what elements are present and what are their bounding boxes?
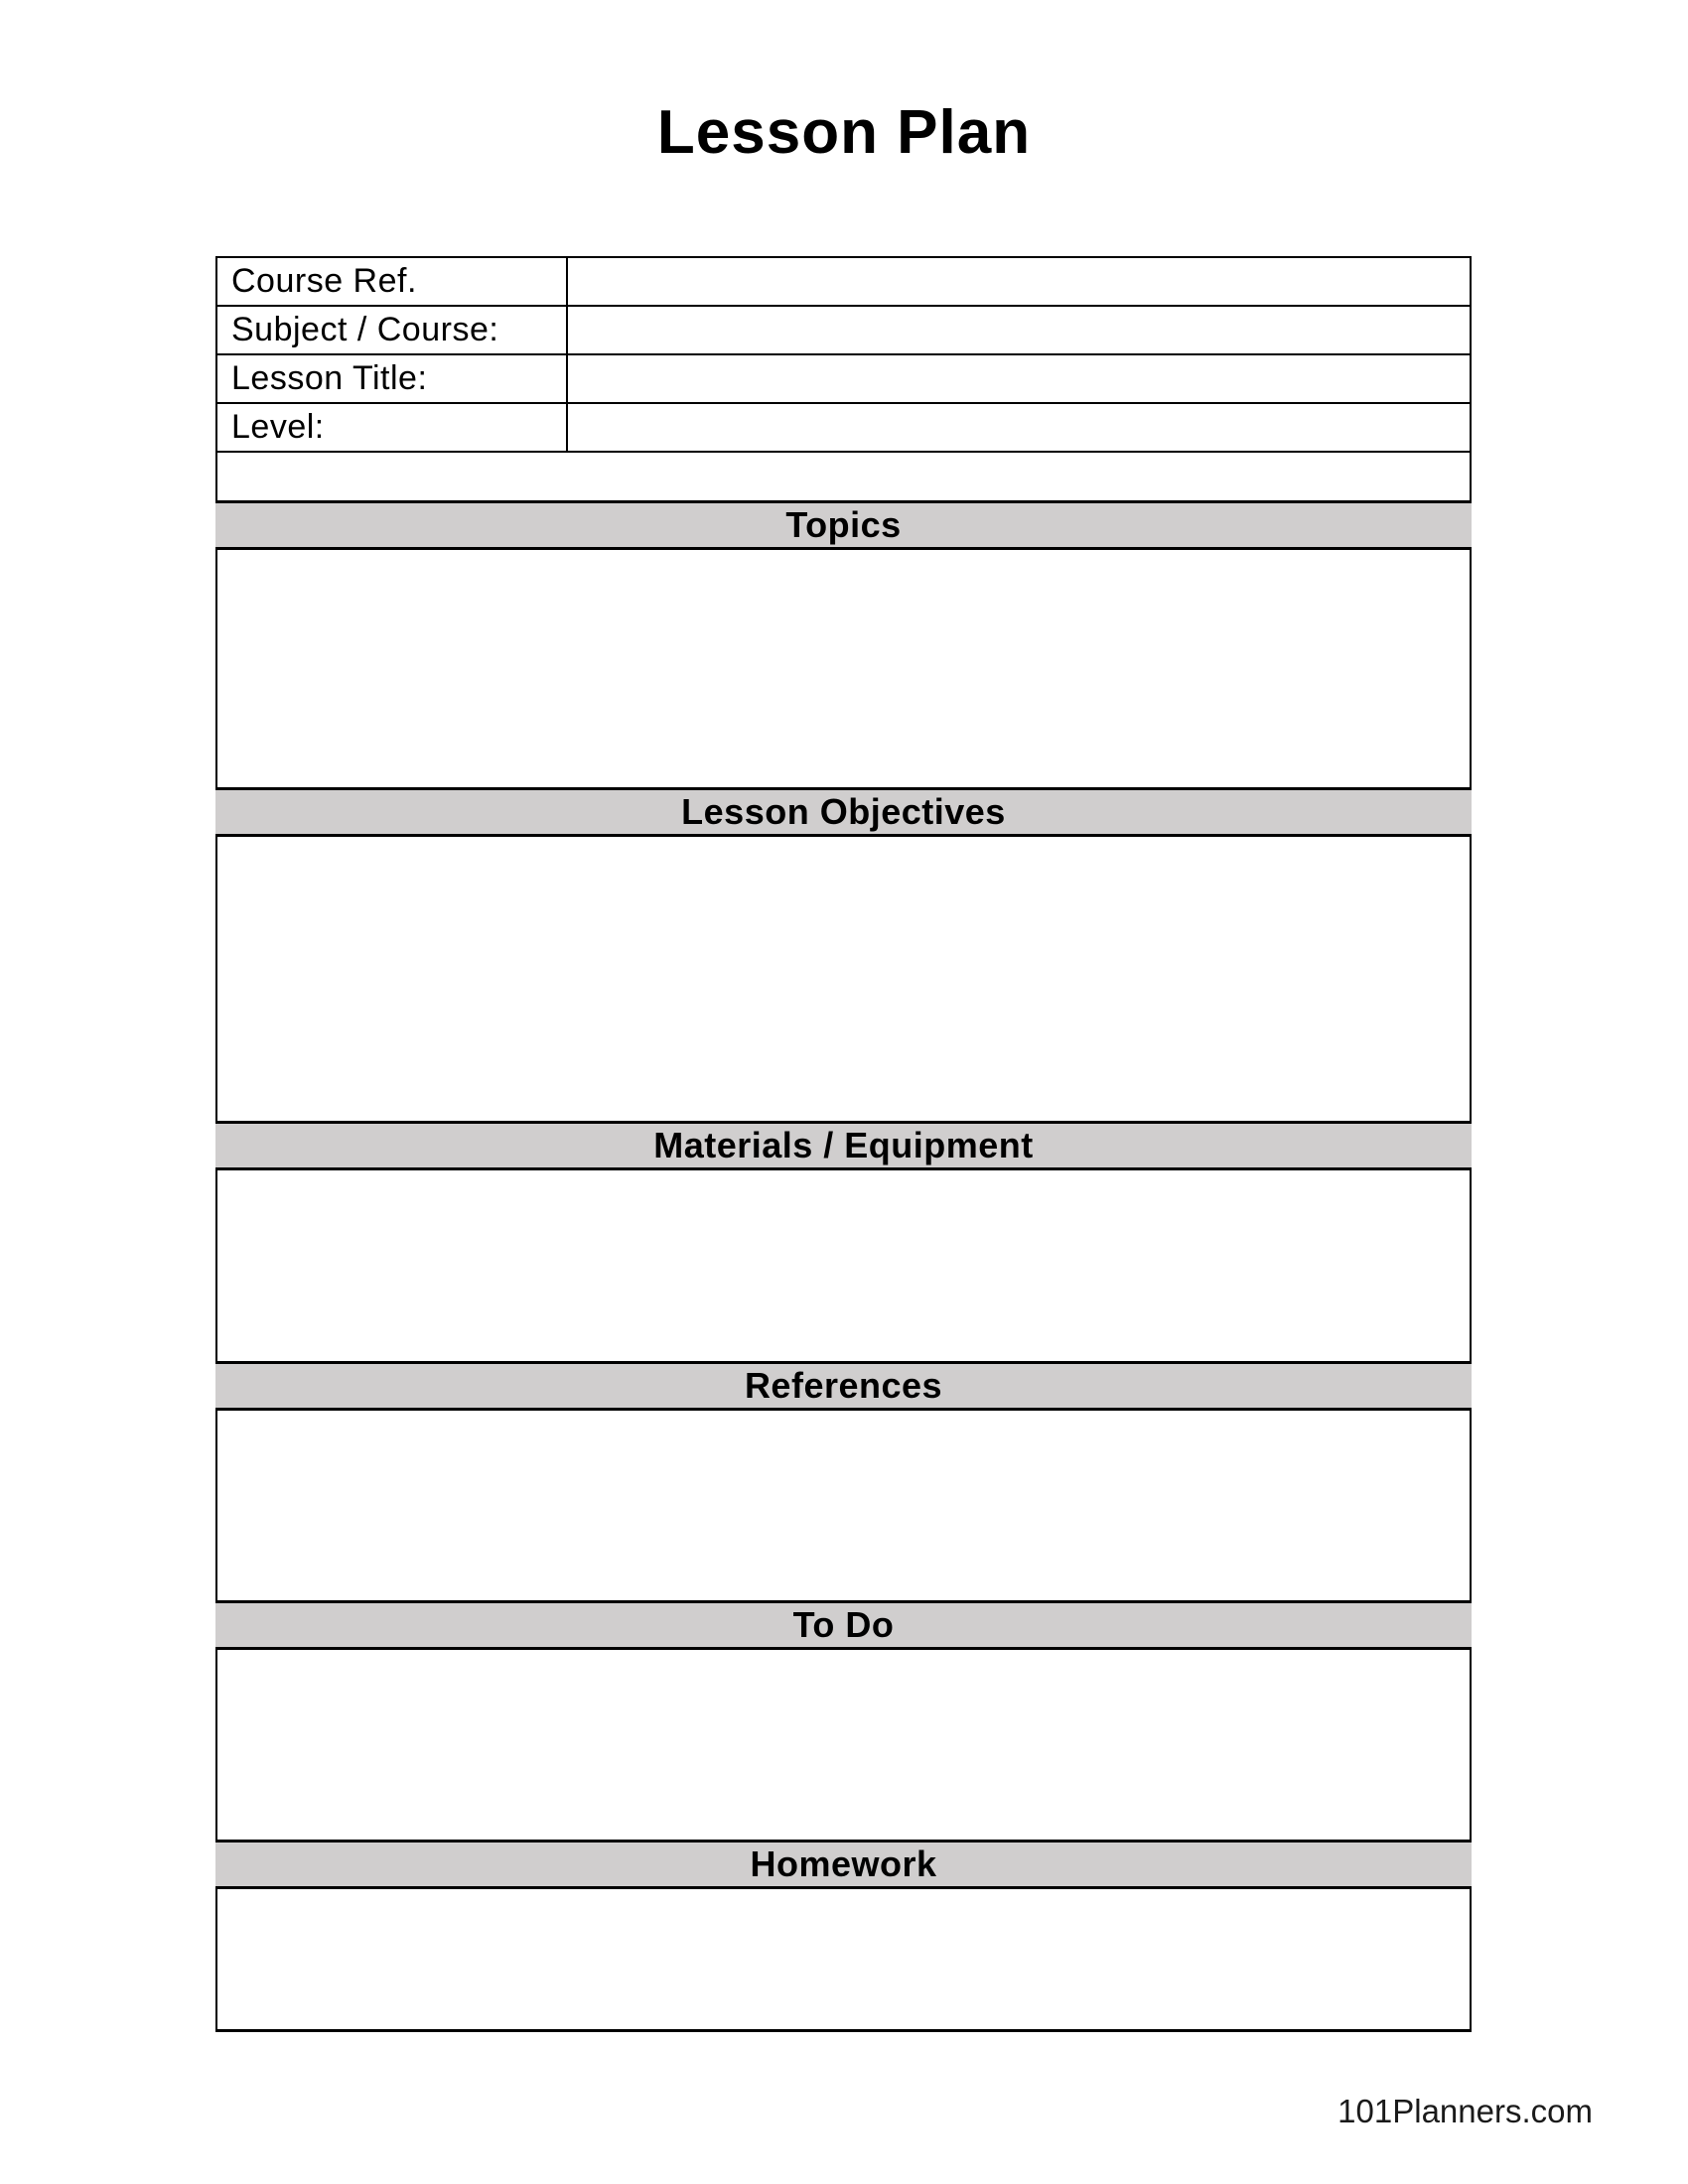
section-header-topics: Topics [215, 500, 1472, 550]
info-table [215, 256, 1472, 453]
info-row-subject-course [217, 307, 1470, 355]
course-ref-field[interactable] [568, 258, 1470, 305]
section-header-to-do: To Do [215, 1600, 1472, 1650]
section-header-homework: Homework [215, 1840, 1472, 1889]
site-credit: 101Planners.com [1337, 2093, 1593, 2129]
subject-course-label: Subject / Course: [217, 307, 568, 353]
topics-content-area[interactable] [215, 550, 1472, 787]
level-field[interactable] [568, 404, 1470, 451]
section-header-lesson-objectives: Lesson Objectives [215, 787, 1472, 837]
lesson-plan-sheet [215, 256, 1472, 2032]
lesson-title-label: Lesson Title: [217, 355, 568, 402]
references-content-area[interactable] [215, 1411, 1472, 1600]
lesson-objectives-content-area[interactable] [215, 837, 1472, 1121]
info-row-course-ref [217, 258, 1470, 307]
section-header-materials-equipment: Materials / Equipment [215, 1121, 1472, 1170]
lesson-title-field[interactable] [568, 355, 1470, 402]
subject-course-field[interactable] [568, 307, 1470, 353]
section-header-references: References [215, 1361, 1472, 1411]
course-ref-label: Course Ref. [217, 258, 568, 305]
to-do-content-area[interactable] [215, 1650, 1472, 1840]
level-label: Level: [217, 404, 568, 451]
page-title: Lesson Plan [656, 98, 1032, 167]
info-row-lesson-title [217, 355, 1470, 404]
materials-equipment-content-area[interactable] [215, 1170, 1472, 1361]
info-row-level [217, 404, 1470, 453]
blank-spacer-row [215, 453, 1472, 500]
homework-content-area[interactable] [215, 1889, 1472, 2032]
